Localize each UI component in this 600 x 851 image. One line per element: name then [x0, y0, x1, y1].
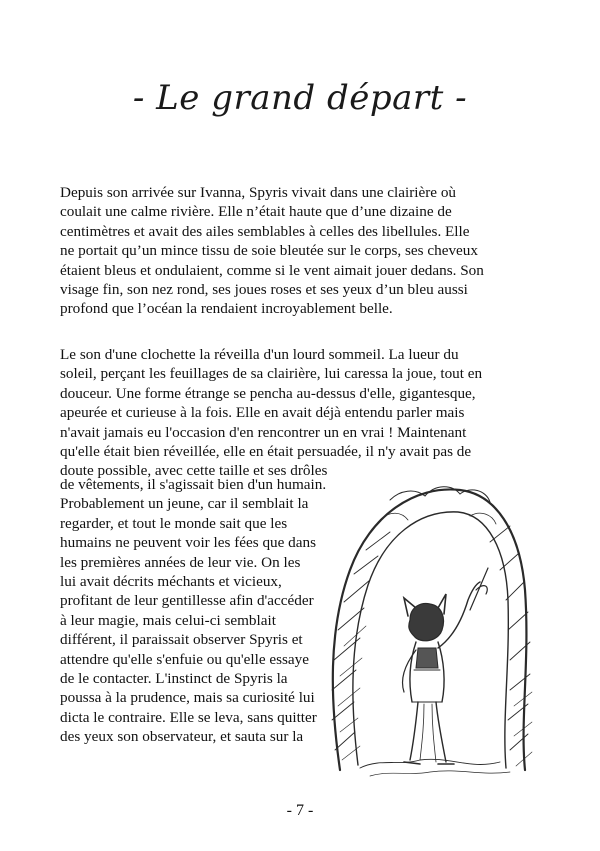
- text-line: qu'elle était bien réveillée, elle en était persuadée, il n'y avait pas de: [60, 443, 472, 461]
- text-line: ne portait qu’un mince tissu de soie bleutée sur le corps, ses cheveux: [60, 242, 478, 260]
- text-line: étaient bleus et ondulaient, comme si le vent aimait jouer dedans. Son: [60, 261, 484, 279]
- text-line: poussa à la prudence, mais sa curiosité lui: [60, 689, 315, 707]
- text-line: regarder, et tout le monde sait que les: [60, 514, 288, 532]
- text-line: Le son d'une clochette la réveilla d'un lourd sommeil. La lueur du: [60, 346, 459, 363]
- text-line: les premières années de leur vie. On les: [60, 553, 301, 571]
- paragraph-2: [60, 345, 544, 481]
- text-line: apeurée et curieuse à la fois. Elle en avait déjà entendu parler mais: [60, 404, 465, 422]
- paragraph-2-continued: [60, 475, 330, 747]
- text-line: centimètres et avait des ailes semblables à celles des libellules. Elle: [60, 222, 470, 240]
- text-line: lui avait décrits méchants et vicieux,: [60, 573, 282, 591]
- text-line: de le contacter. L'instinct de Spyris la: [60, 670, 288, 688]
- paragraph-1: [60, 183, 544, 319]
- text-line: attendre qu'elle s'enfuie ou qu'elle essaye: [60, 650, 309, 668]
- text-line: Probablement un jeune, car il semblait la: [60, 495, 309, 513]
- text-line: n'avait jamais eu l'occasion d'en rencontrer un en vrai ! Maintenant: [60, 423, 467, 441]
- page-number: - 7 -: [286, 802, 314, 819]
- text-line: des yeux son observateur, et sauta sur la: [60, 728, 304, 746]
- text-line: doute possible, avec cette taille et ses drôles: [60, 462, 328, 480]
- text-line: profitant de leur gentillesse afin d'accéder: [60, 592, 314, 610]
- text-line: douceur. Une forme étrange se pencha au-dessus d'elle, gigantesque,: [60, 384, 476, 402]
- chapter-title: - Le grand départ -: [132, 78, 468, 118]
- text-line: humains ne peuvent voir les fées que dans: [60, 534, 317, 552]
- text-line: de vêtements, il s'agissait bien d'un humain.: [60, 476, 327, 493]
- text-line: coulait une calme rivière. Elle n’était haute que d’une dizaine de: [60, 203, 452, 221]
- text-line: dicta le contraire. Elle se leva, sans quitter: [60, 708, 317, 726]
- text-line: profond que l’océan la rendaient incroyablement belle.: [60, 300, 393, 318]
- text-line: Depuis son arrivée sur Ivanna, Spyris vivait dans une clairière où: [60, 184, 457, 201]
- text-line: soleil, perçant les feuillages de sa clairière, lui caressa la joue, tout en: [60, 365, 483, 383]
- sketch-illustration: [320, 470, 538, 780]
- text-line: différent, il paraissait observer Spyris et: [60, 631, 303, 649]
- text-line: à leur magie, mais celui-ci semblait: [60, 611, 276, 629]
- text-line: visage fin, son nez rond, ses joues roses et ses yeux d’un bleu aussi: [60, 281, 468, 299]
